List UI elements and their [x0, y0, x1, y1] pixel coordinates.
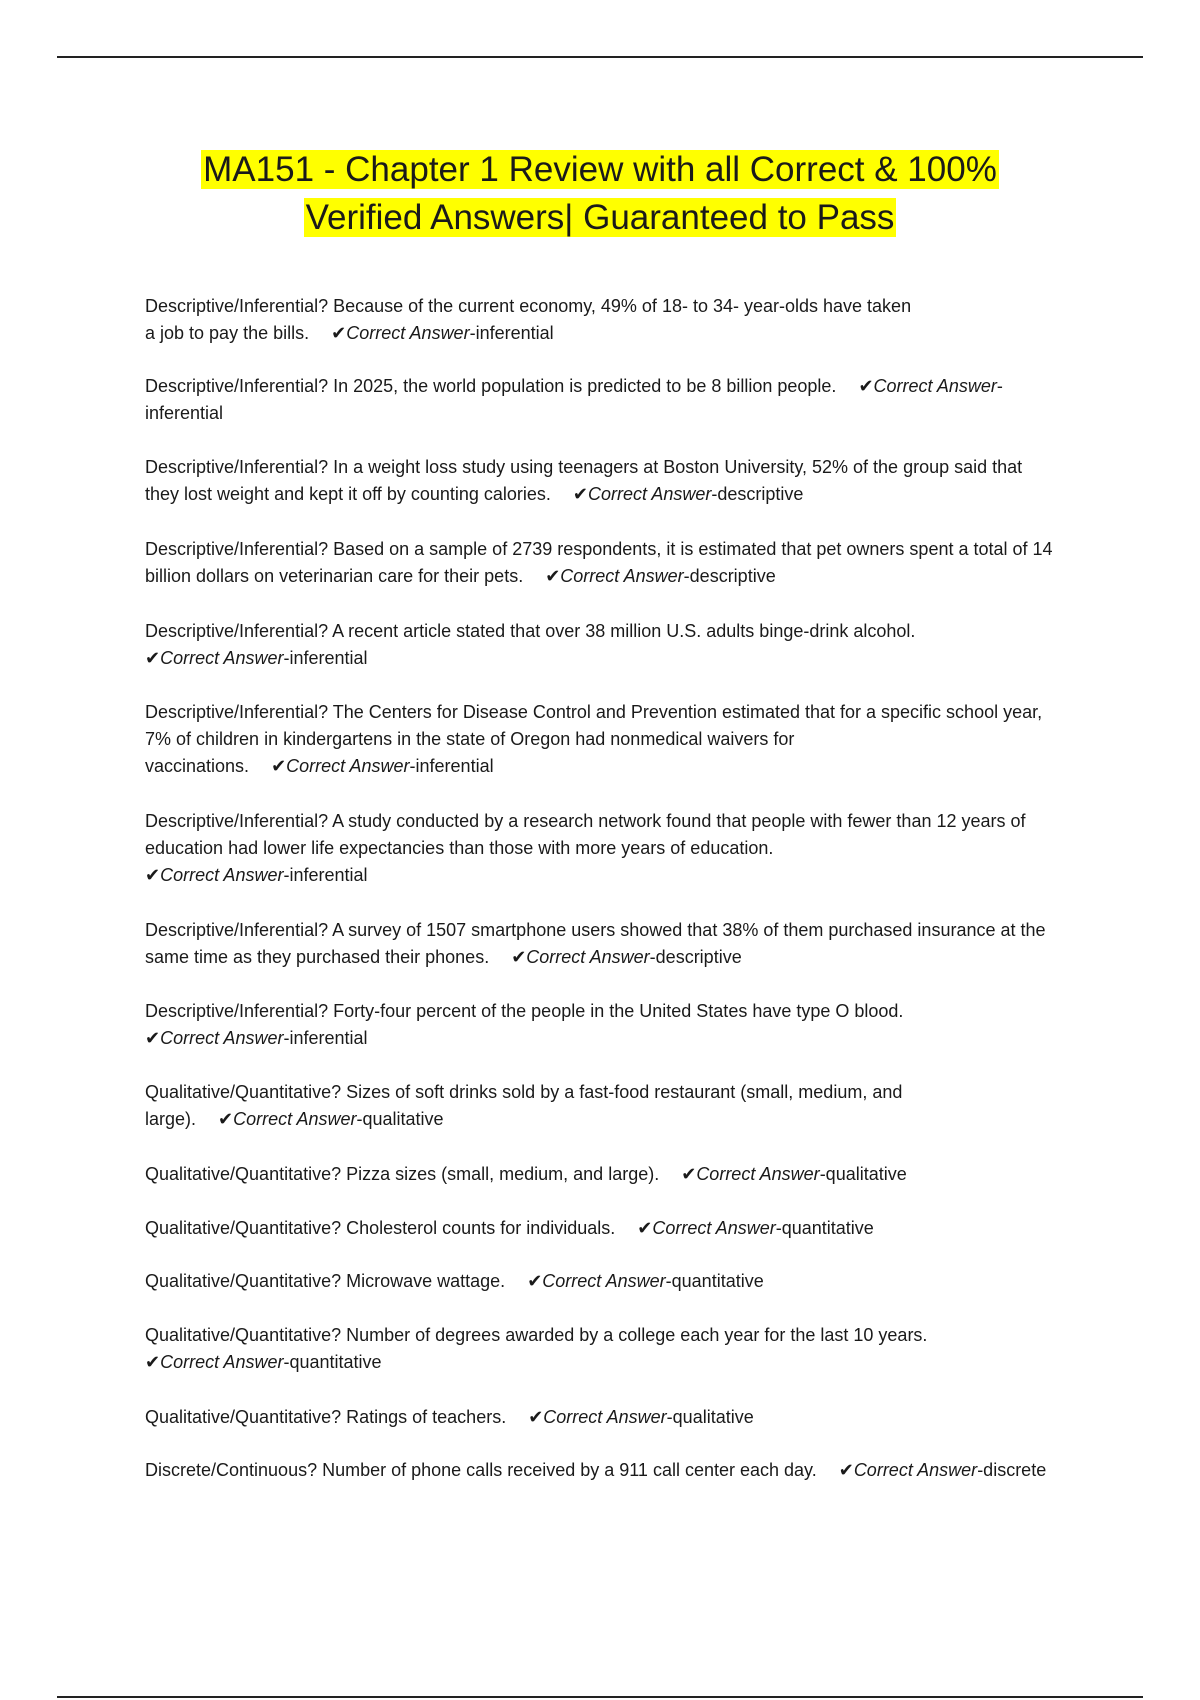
answer-value: -inferential: [469, 323, 554, 343]
answer-label: Correct Answer: [526, 947, 650, 967]
answer-label: Correct Answer: [696, 1164, 820, 1184]
qa-item: [145, 1215, 1055, 1242]
answer: [145, 1349, 1055, 1376]
answer-value: -descriptive: [683, 566, 776, 586]
question-text: Descriptive/Inferential? A study conducted by a research network found that people with fewer than 12 years of education had lower life expectancies than those with more years of education.: [145, 811, 1026, 858]
document-title-line-2: Verified Answers| Guaranteed to Pass: [305, 198, 895, 237]
qa-item: [145, 998, 1055, 1052]
question-text: Qualitative/Quantitative? Ratings of teachers.: [145, 1407, 507, 1427]
answer: [331, 323, 554, 343]
answer-label: Correct Answer: [160, 1352, 284, 1372]
answer-label: Correct Answer: [160, 648, 284, 668]
qa-item: [145, 536, 1055, 590]
answer-value: -descriptive: [649, 947, 742, 967]
answer-label: Correct Answer: [588, 484, 712, 504]
answer-value: -inferential: [145, 376, 1003, 423]
answer-label: Correct Answer: [160, 865, 284, 885]
checkmark-icon: ✔: [145, 1028, 161, 1048]
document-title-line-1: MA151 - Chapter 1 Review with all Correct & 100%: [203, 150, 997, 189]
answer: [573, 484, 804, 504]
answer-value: -descriptive: [711, 484, 804, 504]
document-title: [100, 146, 1100, 242]
answer-label: Correct Answer: [560, 566, 684, 586]
answer-value: -quantitative: [775, 1218, 874, 1238]
qa-item: [145, 1404, 1055, 1431]
qa-item: [145, 1161, 1055, 1188]
answer-label: Correct Answer: [543, 1407, 667, 1427]
answer-label: Correct Answer: [542, 1271, 666, 1291]
question-text: Descriptive/Inferential? A recent article stated that over 38 million U.S. adults binge-drink alcohol.: [145, 621, 916, 641]
qa-item: [145, 1457, 1055, 1484]
qa-item: [145, 1268, 1055, 1295]
bottom-rule: [57, 1696, 1143, 1698]
question-text: Descriptive/Inferential? Based on a sample of 2739 respondents, it is estimated that pet owners spent a total of 14 billion dollars on veterinarian care for their pets.: [145, 539, 1053, 586]
answer-label: Correct Answer: [652, 1218, 776, 1238]
answer-value: -inferential: [283, 648, 368, 668]
answer: [145, 1025, 1055, 1052]
checkmark-icon: ✔: [858, 376, 874, 396]
qa-item: [145, 699, 1055, 780]
checkmark-icon: ✔: [271, 756, 287, 776]
qa-item: [145, 1079, 1025, 1133]
qa-item: [145, 293, 915, 347]
checkmark-icon: ✔: [331, 323, 347, 343]
answer: [839, 1460, 1047, 1480]
answer: [145, 645, 1055, 672]
checkmark-icon: ✔: [545, 566, 561, 586]
answer: [681, 1164, 907, 1184]
checkmark-icon: ✔: [528, 1407, 544, 1427]
question-text: Descriptive/Inferential? Forty-four percent of the people in the United States have type O blood.: [145, 1001, 904, 1021]
checkmark-icon: ✔: [572, 484, 588, 504]
checkmark-icon: ✔: [681, 1164, 697, 1184]
answer-label: Correct Answer: [853, 1460, 978, 1480]
answer: [545, 566, 776, 586]
answer-label: Correct Answer: [233, 1109, 357, 1129]
answer: [637, 1218, 874, 1238]
answer: [145, 862, 1055, 889]
checkmark-icon: ✔: [218, 1109, 234, 1129]
question-text: Descriptive/Inferential? In a weight loss study using teenagers at Boston University, 52% of the group said that they lost weight and kept it off by counting calories.: [145, 457, 1023, 504]
answer-value: -qualitative: [819, 1164, 907, 1184]
checkmark-icon: ✔: [145, 648, 161, 668]
question-text: Qualitative/Quantitative? Pizza sizes (small, medium, and large).: [145, 1164, 660, 1184]
checkmark-icon: ✔: [838, 1460, 854, 1480]
answer-value: -inferential: [283, 865, 368, 885]
question-text: Qualitative/Quantitative? Microwave wattage.: [145, 1271, 506, 1291]
answer: [271, 756, 494, 776]
answer-value: -inferential: [409, 756, 494, 776]
answer-value: -discrete: [977, 1460, 1047, 1480]
answer-label: Correct Answer: [873, 376, 997, 396]
question-text: Descriptive/Inferential? In 2025, the world population is predicted to be 8 billion people.: [145, 376, 837, 396]
answer-label: Correct Answer: [346, 323, 470, 343]
answer-value: -quantitative: [665, 1271, 764, 1291]
checkmark-icon: ✔: [145, 1352, 161, 1372]
question-text: Qualitative/Quantitative? Sizes of soft drinks sold by a fast-food restaurant (small, medium, and large).: [145, 1082, 903, 1129]
answer-label: Correct Answer: [160, 1028, 284, 1048]
question-text: Descriptive/Inferential? The Centers for Disease Control and Prevention estimated that for a specific school year, 7% of children in kindergartens in the state of Oregon had nonmedical waivers for vaccinations.: [145, 702, 1043, 776]
top-rule: [57, 56, 1143, 58]
question-text: Discrete/Continuous? Number of phone calls received by a 911 call center each day.: [145, 1460, 817, 1480]
qa-item: [145, 454, 1055, 508]
qa-item: [145, 808, 1055, 889]
checkmark-icon: ✔: [527, 1271, 543, 1291]
qa-item: [145, 917, 1055, 971]
answer-value: -inferential: [283, 1028, 368, 1048]
qa-item: [145, 373, 1055, 427]
answer: [527, 1271, 764, 1291]
question-text: Descriptive/Inferential? Because of the current economy, 49% of 18- to 34- year-olds have taken a job to pay the bills.: [145, 296, 912, 343]
checkmark-icon: ✔: [145, 865, 161, 885]
answer-value: -quantitative: [283, 1352, 382, 1372]
question-text: Qualitative/Quantitative? Cholesterol counts for individuals.: [145, 1218, 616, 1238]
checkmark-icon: ✔: [637, 1218, 653, 1238]
checkmark-icon: ✔: [511, 947, 527, 967]
answer: [528, 1407, 754, 1427]
qa-item: [145, 618, 1055, 672]
answer-value: -qualitative: [666, 1407, 754, 1427]
answer-label: Correct Answer: [286, 756, 410, 776]
question-text: Qualitative/Quantitative? Number of degrees awarded by a college each year for the last 10 years.: [145, 1325, 928, 1345]
answer: [511, 947, 742, 967]
answer: [218, 1109, 444, 1129]
question-text: Descriptive/Inferential? A survey of 1507 smartphone users showed that 38% of them purchased insurance at the same time as they purchased their phones.: [145, 920, 1046, 967]
answer-value: -qualitative: [356, 1109, 444, 1129]
qa-item: [145, 1322, 1055, 1376]
